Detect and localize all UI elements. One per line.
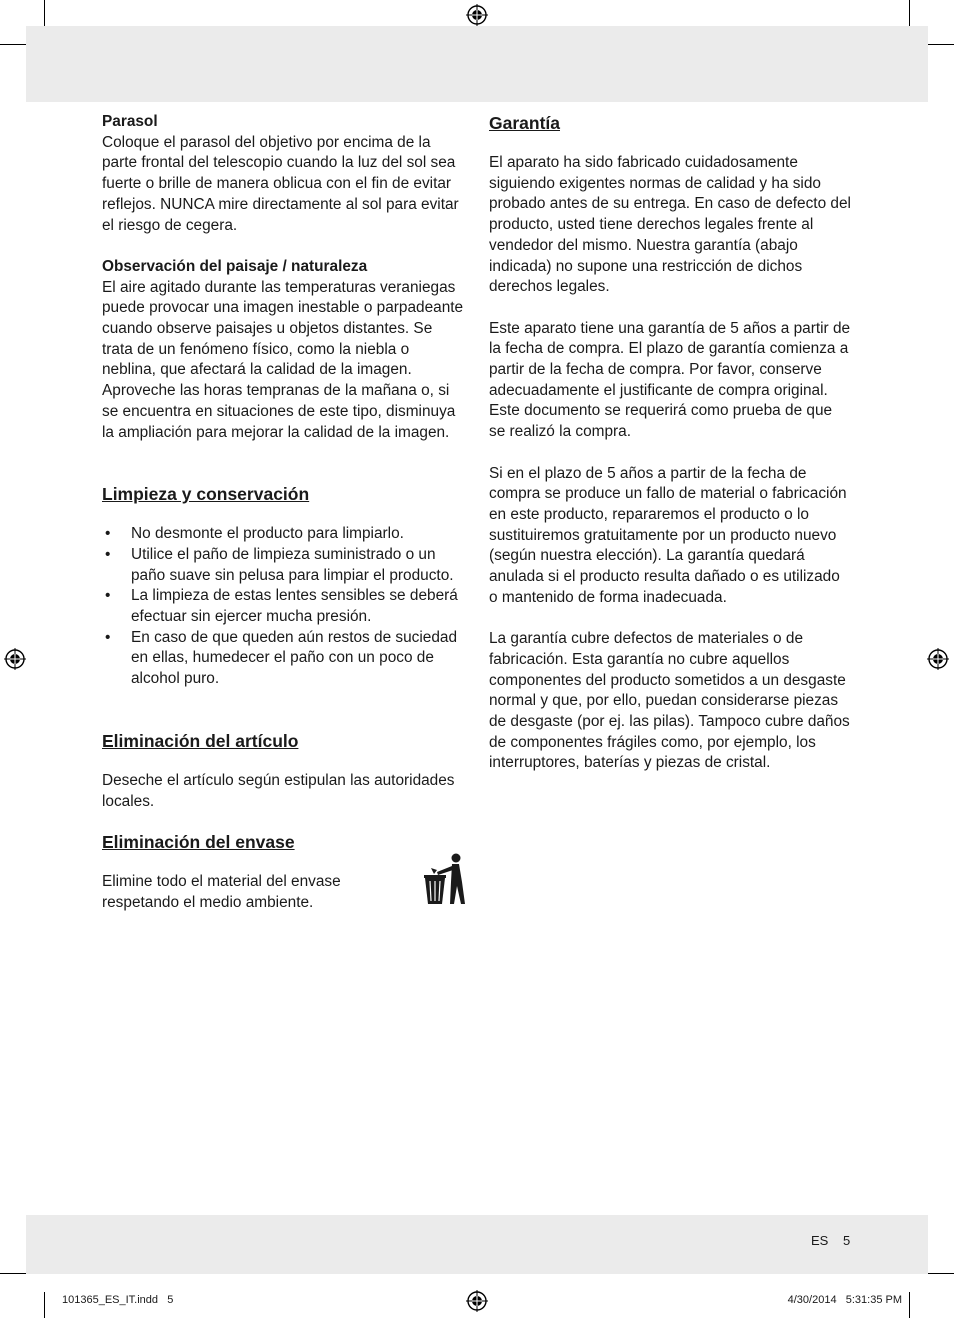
file-slug: 101365_ES_IT.indd 5 <box>62 1294 174 1306</box>
registration-mark-icon <box>466 4 488 26</box>
list-item: • En caso de que queden aún restos de suciedad en ellas, humedecer el paño con un poco de alcohol puro. <box>102 628 467 690</box>
crop-mark <box>928 44 954 45</box>
registration-mark-icon <box>4 648 26 670</box>
list-item: • Utilice el paño de limpieza suministrado o un paño suave sin pelusa para limpiar el producto. <box>102 545 467 586</box>
left-column <box>102 112 467 914</box>
disposal-article-heading: Eliminación del artículo <box>102 730 299 751</box>
crop-mark <box>909 0 910 26</box>
disposal-packaging-text: Elimine todo el material del envase respetando el medio ambiente. <box>102 873 341 911</box>
crop-mark <box>44 0 45 26</box>
warranty-paragraph: La garantía cubre defectos de materiales o de fabricación. Esta garantía no cubre aquellos componentes del producto sometidos a un desgaste normal y que, por ello, puedan considerarse piezas de desgaste (por ej. las pilas). Tampoco cubre daños de componentes frágiles como, por ejemplo, los interruptores, baterías y piezas de cristal. <box>489 630 850 772</box>
crop-mark <box>909 1292 910 1318</box>
footer-band <box>26 1215 928 1274</box>
crop-mark <box>0 1273 26 1274</box>
disposal-packaging-row <box>102 872 467 913</box>
right-column <box>489 112 851 774</box>
cleaning-heading: Limpieza y conservación <box>102 484 310 505</box>
parasol-text: Coloque el parasol del objetivo por encima de la parte frontal del telescopio cuando la luz del sol sea fuerte o brille de manera oblicua con el fin de evitar reflejos. NUNCA mire directamente al sol para evitar el riesgo de cegera. <box>102 133 459 234</box>
date-slug: 4/30/2014 5:31:35 PM <box>787 1294 902 1306</box>
warranty-paragraph: Este aparato tiene una garantía de 5 años a partir de la fecha de compra. El plazo de garantía comienza a partir de la fecha de compra. Por favor, conserve adecuadamente el justificante de compra original. Este documento se requerirá como prueba de que se realizó la compra. <box>489 319 851 441</box>
landscape-text: El aire agitado durante las temperaturas veraniegas puede provocar una imagen inestable o parpadeante cuando observe paisajes u objetos distantes. Se trata de un fenómeno físico, como la niebla o neblina, que afectará la calidad de la imagen. Aproveche las horas tempranas de la mañana o, si se encuentra en situaciones de este tipo, disminuya la ampliación para mejorar la calidad de la imagen. <box>102 278 464 441</box>
warranty-paragraph: Si en el plazo de 5 años a partir de la fecha de compra se produce un fallo de material o fabricación en este producto, repararemos el producto o lo sustituiremos gratuitamente por un producto nuevo (según nuestra elección). La garantía quedará anulada si el producto resulta dañado o es utilizado o mantenido de forma inadecuada. <box>489 464 847 606</box>
crop-mark <box>0 44 26 45</box>
list-item: • La limpieza de estas lentes sensibles se deberá efectuar sin ejercer mucha presión. <box>102 586 467 627</box>
page-number: 5 <box>843 1233 851 1248</box>
trash-bin-icon <box>423 852 467 908</box>
registration-mark-icon <box>466 1290 488 1312</box>
disposal-packaging-heading: Eliminación del envase <box>102 832 295 853</box>
crop-mark <box>928 1273 954 1274</box>
crop-mark <box>44 1292 45 1318</box>
disposal-article-text: Deseche el artículo según estipulan las autoridades locales. <box>102 771 455 810</box>
landscape-heading: Observación del paisaje / naturaleza <box>102 257 368 275</box>
parasol-heading: Parasol <box>102 113 158 130</box>
registration-mark-icon <box>927 648 949 670</box>
list-item: • No desmonte el producto para limpiarlo. <box>102 524 467 545</box>
cleaning-list <box>102 524 467 690</box>
language-code: ES <box>811 1233 829 1248</box>
warranty-paragraph: El aparato ha sido fabricado cuidadosamente siguiendo exigentes normas de calidad y ha sido probado antes de su entrega. En caso de defecto del producto, usted tiene derechos legales frente al vendedor del mismo. Nuestra garantía (abajo indicada) no supone una restricción de dichos derechos legales. <box>489 154 851 296</box>
warranty-heading: Garantía <box>489 113 560 133</box>
header-band <box>26 26 928 102</box>
